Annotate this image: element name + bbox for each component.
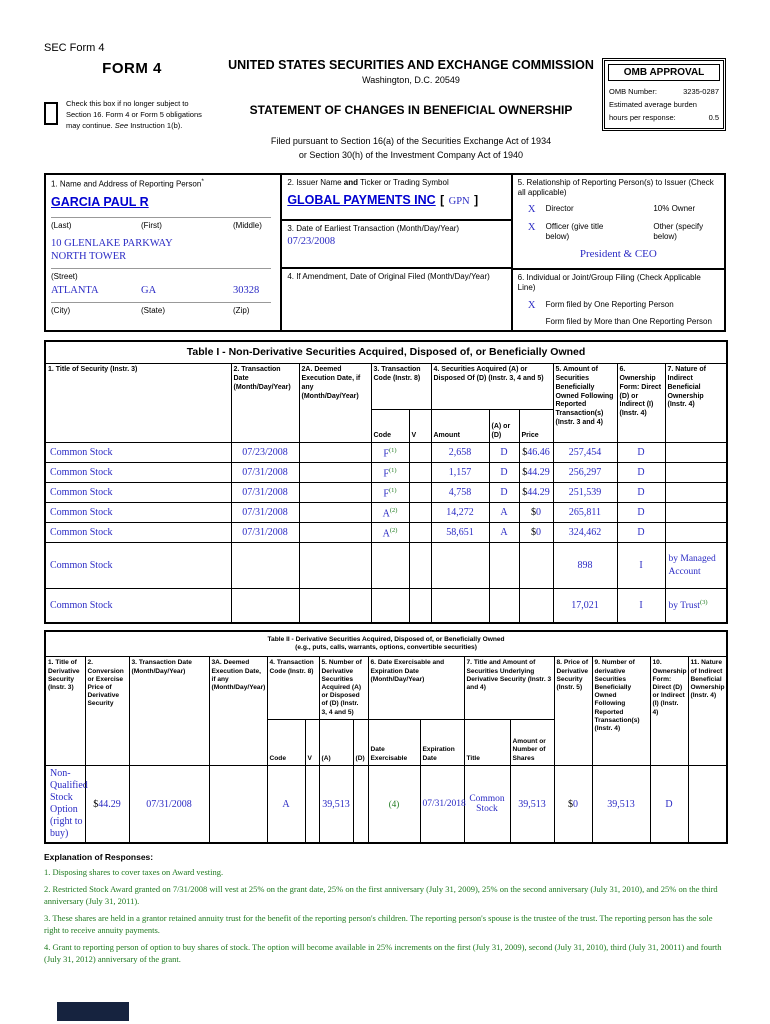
street-line1: 10 GLENLAKE PARKWAY <box>51 238 173 250</box>
cell-disposed <box>353 765 368 843</box>
cell-deemed-date <box>299 523 371 543</box>
cell-v <box>409 589 431 623</box>
earliest-transaction-box <box>281 220 511 268</box>
table2-header-code: 4. Transaction Code (Instr. 8) <box>267 657 319 720</box>
cell-code <box>371 443 409 463</box>
sec-form-label: SEC Form 4 <box>44 42 105 54</box>
reporting-person-link[interactable]: GARCIA PAUL R <box>51 195 149 210</box>
city-labels-row <box>51 306 275 315</box>
street-line2: NORTH TOWER <box>51 251 127 263</box>
cell-security-title: Common Stock <box>45 463 231 483</box>
omb-hours-label: hours per response: <box>609 112 676 122</box>
cell-code: A <box>267 765 305 843</box>
issuer-label-post: Ticker or Trading Symbol <box>358 178 449 187</box>
issuer-name-line <box>287 191 505 209</box>
cell-ownership-form: D <box>617 523 665 543</box>
cell-owned-following: 324,462 <box>553 523 617 543</box>
table2-header-form: 10. Ownership Form: Direct (D) or Indirect (I) (Instr. 4) <box>650 657 688 766</box>
checkbox-see-italic: See <box>114 120 129 130</box>
table1-header-date: 2. Transaction Date (Month/Day/Year) <box>231 364 299 443</box>
table1-row <box>45 463 727 483</box>
divider <box>51 268 271 269</box>
currency-symbol: $ <box>522 467 528 479</box>
explanation-number: 4. <box>44 941 51 952</box>
filed-pursuant <box>224 135 598 162</box>
divider <box>51 217 271 218</box>
cell-code <box>371 463 409 483</box>
amendment-box <box>281 268 511 331</box>
explanation-text: Grant to reporting person of option to buy shares of stock. The option will become available in 25% increments on the first (July 31, 2009), second (July 31, 2010), third (July 31, 20011) and fourth (July 31, 2012) anniversary of the grant. <box>44 941 722 964</box>
cell-acquired-disposed: D <box>489 443 519 463</box>
cell-security-title: Common Stock <box>45 443 231 463</box>
table1-row <box>45 503 727 523</box>
cell-price <box>519 589 553 623</box>
header-center <box>220 58 602 162</box>
table2-band-line1: Table II - Derivative Securities Acquired, Disposed of, or Beneficially Owned <box>267 635 505 643</box>
identification-section <box>44 173 726 332</box>
reporting-person-label-text: 1. Name and Address of Reporting Person <box>51 179 202 189</box>
table2-header-number: 5. Number of Derivative Securities Acquired (A) or Disposed of (D) (Instr. 3, 4 and 5) <box>319 657 368 720</box>
table2-header-owned: 9. Number of derivative Securities Beneficially Owned Following Reported Transaction(s) (Instr. 4) <box>592 657 650 766</box>
explanation-item <box>44 884 726 908</box>
last-label: (Last) <box>51 221 72 231</box>
exit-checkbox-text <box>66 99 208 132</box>
table2-band-line2: (e.g., puts, calls, warrants, options, convertible securities) <box>295 644 477 652</box>
reporting-person-asterisk: * <box>201 178 204 185</box>
relationship-other <box>625 222 719 243</box>
table1-row <box>45 523 727 543</box>
cell-amount: 2,658 <box>431 443 489 463</box>
table1-subheader-code: Code <box>371 410 409 443</box>
table2-subheader-a: (A) <box>319 719 353 765</box>
table2-derivative <box>44 630 728 845</box>
explanation-list <box>44 867 726 965</box>
cell-v <box>409 503 431 523</box>
table2-subheader-underlying-title: Title <box>464 719 510 765</box>
reporting-person-name <box>51 193 275 211</box>
table2-subheader-underlying-amount: Amount or Number of Shares <box>510 719 554 765</box>
cell-deemed-date <box>299 503 371 523</box>
explanation-item <box>44 913 726 937</box>
table2-subheader-expiration: Expiration Date <box>420 719 464 765</box>
form-content <box>44 42 726 966</box>
table2-header-date: 3. Transaction Date (Month/Day/Year) <box>129 657 209 766</box>
nature-text: by Trust <box>668 601 700 612</box>
explanation-number: 3. <box>44 913 51 924</box>
cell-owned-following: 265,811 <box>553 503 617 523</box>
cell-ownership-form: I <box>617 543 665 589</box>
explanation-number: 2. <box>44 884 51 895</box>
cell-ownership-form: D <box>617 443 665 463</box>
owner-label: 10% Owner <box>653 203 696 213</box>
cell-price <box>519 543 553 589</box>
cell-owned-following: 256,297 <box>553 463 617 483</box>
cell-transaction-date: 07/31/2008 <box>231 463 299 483</box>
cell-price <box>519 523 553 543</box>
price-value: 46.46 <box>527 447 550 459</box>
director-checkmark: X <box>527 203 536 215</box>
issuer-column <box>281 174 511 331</box>
director-label: Director <box>545 203 574 213</box>
price-value: 0 <box>536 507 541 519</box>
cell-amount <box>431 589 489 623</box>
nature-text: by Managed Account <box>668 553 716 577</box>
omb-title: OMB APPROVAL <box>608 64 720 81</box>
amendment-label: 4. If Amendment, Date of Original Filed (Month/Day/Year) <box>287 272 490 281</box>
table1-header-acquired: 4. Securities Acquired (A) or Disposed Of (D) (Instr. 3, 4 and 5) <box>431 364 553 410</box>
code-footnote: (2) <box>389 526 398 534</box>
cell-nature <box>665 543 727 589</box>
cell-amount: 14,272 <box>431 503 489 523</box>
currency-symbol: $ <box>522 447 528 459</box>
table1-header-nature: 7. Nature of Indirect Beneficial Ownership (Instr. 4) <box>665 364 727 443</box>
currency-symbol: $ <box>568 798 573 810</box>
cell-ownership-form: I <box>617 589 665 623</box>
earliest-transaction-label: 3. Date of Earliest Transaction (Month/Day/Year) <box>287 224 460 233</box>
cell-underlying-title: Common Stock <box>464 765 510 843</box>
table2-row <box>45 765 727 843</box>
cell-deemed-date <box>299 443 371 463</box>
cell-owned-following: 257,454 <box>553 443 617 463</box>
cell-nature <box>665 463 727 483</box>
cell-nature <box>665 523 727 543</box>
issuer-label <box>287 178 505 188</box>
table1-header-deemed: 2A. Deemed Execution Date, if any (Month/Day/Year) <box>299 364 371 443</box>
header-right <box>602 58 726 131</box>
omb-number-value: 3235-0287 <box>683 87 719 96</box>
relationship-box <box>512 174 725 269</box>
table2-header-title: 1. Title of Derivative Security (Instr. 3) <box>45 657 85 766</box>
cell-underlying-amount: 39,513 <box>510 765 554 843</box>
ticker-symbol: GPN <box>448 196 470 208</box>
table1-body <box>45 443 727 623</box>
cell-derivative-title: Non-Qualified Stock Option (right to buy) <box>45 765 85 843</box>
cell-transaction-date <box>231 589 299 623</box>
code-value: A <box>382 527 390 539</box>
cell-deemed-date <box>299 543 371 589</box>
currency-symbol: $ <box>93 798 99 810</box>
cell-transaction-date <box>231 543 299 589</box>
city-label: (City) <box>51 306 71 316</box>
issuer-box <box>281 174 511 220</box>
cell-security-title: Common Stock <box>45 523 231 543</box>
relationship-director <box>518 204 626 215</box>
code-value: F <box>383 487 389 499</box>
officer-checkmark: X <box>527 221 536 233</box>
cell-v <box>409 523 431 543</box>
state-label: (State) <box>141 306 166 316</box>
derivative-price-value: 0 <box>573 798 578 810</box>
middle-label: (Middle) <box>233 221 262 231</box>
table1-row <box>45 589 727 623</box>
cell-code <box>371 523 409 543</box>
issuer-link[interactable]: GLOBAL PAYMENTS INC <box>287 193 436 208</box>
table1-row <box>45 483 727 503</box>
table2-header-price: 8. Price of Derivative Security (Instr. 5) <box>554 657 592 766</box>
table1-row <box>45 543 727 589</box>
omb-hours-line <box>609 112 719 125</box>
header-left <box>44 58 220 132</box>
filing-more-label: Form filed by More than One Reporting Person <box>545 316 712 326</box>
filing-more-persons <box>518 317 719 327</box>
cell-price <box>519 483 553 503</box>
cell-deemed-date <box>299 463 371 483</box>
cell-price <box>519 443 553 463</box>
table2-header-dates: 6. Date Exercisable and Expiration Date (Month/Day/Year) <box>368 657 464 720</box>
exit-checkbox[interactable] <box>44 102 58 125</box>
table2-band-title <box>45 631 727 657</box>
cell-acquired: 39,513 <box>319 765 353 843</box>
cell-price <box>519 503 553 523</box>
cell-security-title: Common Stock <box>45 483 231 503</box>
explanation-number: 1. <box>44 867 51 878</box>
issuer-label-pre: 2. Issuer Name <box>287 178 344 187</box>
cell-security-title: Common Stock <box>45 589 231 623</box>
cell-acquired-disposed: D <box>489 463 519 483</box>
cell-nature <box>665 483 727 503</box>
cell-acquired-disposed <box>489 543 519 589</box>
commission-title: UNITED STATES SECURITIES AND EXCHANGE COMMISSION <box>228 58 594 72</box>
officer-title-value: President & CEO <box>579 247 657 260</box>
cell-nature <box>665 503 727 523</box>
date-exercisable-footnote: (4) <box>388 798 400 809</box>
code-footnote: (1) <box>388 446 397 454</box>
cell-acquired-disposed: A <box>489 503 519 523</box>
table1-header-title: 1. Title of Security (Instr. 3) <box>45 364 231 443</box>
relationship-column <box>512 174 725 331</box>
cell-ownership-form: D <box>617 483 665 503</box>
cell-owned-following: 39,513 <box>592 765 650 843</box>
explanation-item <box>44 942 726 966</box>
price-value: 44.29 <box>527 467 550 479</box>
omb-body <box>605 84 723 128</box>
city-value: ATLANTA <box>51 285 99 297</box>
price-value: 44.29 <box>527 487 550 499</box>
code-footnote: (1) <box>388 466 397 474</box>
table1-band-title: Table I - Non-Derivative Securities Acquired, Disposed of, or Beneficially Owned <box>45 341 727 364</box>
cell-owned-following: 898 <box>553 543 617 589</box>
table2-subheader-date-exercisable: Date Exercisable <box>368 719 420 765</box>
cell-security-title: Common Stock <box>45 543 231 589</box>
reporting-person-column <box>45 174 281 331</box>
cell-nature <box>665 443 727 463</box>
cell-deemed-date <box>209 765 267 843</box>
cell-v <box>409 483 431 503</box>
cell-security-title: Common Stock <box>45 503 231 523</box>
omb-hours-value: 0.5 <box>708 112 719 122</box>
code-value: F <box>383 467 389 479</box>
footer-dark-bar <box>57 1002 129 1021</box>
table1-non-derivative <box>44 340 728 624</box>
ticker-bracket-open: [ <box>440 193 445 208</box>
cell-ownership-form: D <box>650 765 688 843</box>
officer-label: Officer (give title below) <box>545 221 604 242</box>
ticker-bracket-close: ] <box>474 193 479 208</box>
cell-acquired-disposed: D <box>489 483 519 503</box>
filing-type-box <box>512 269 725 331</box>
cell-v <box>409 463 431 483</box>
omb-burden-line: Estimated average burden <box>609 99 697 109</box>
commission-location: Washington, D.C. 20549 <box>362 75 460 85</box>
other-label: Other (specify below) <box>653 221 704 242</box>
filing-one-person <box>518 300 719 311</box>
cell-ownership-form: D <box>617 503 665 523</box>
owner-checkmark <box>625 204 653 215</box>
filing-one-checkmark: X <box>527 299 536 311</box>
divider <box>51 302 271 303</box>
state-value: GA <box>141 285 157 297</box>
cell-transaction-date: 07/31/2008 <box>129 765 209 843</box>
cell-deemed-date <box>299 483 371 503</box>
filed-line1: Filed pursuant to Section 16(a) of the Securities Exchange Act of 1934 <box>270 136 552 146</box>
omb-number-label: OMB Number: <box>609 87 657 96</box>
cell-deemed-date <box>299 589 371 623</box>
code-footnote: (1) <box>388 486 397 494</box>
table1-subheader-price: Price <box>519 410 553 443</box>
omb-number-line <box>609 86 719 99</box>
explanation-text: These shares are held in a grantor retained annuity trust for the benefit of the reporting person's children. The reporting person's spouse is the trustee of the trust. The reporting person has the sole right to receive annuity payments. <box>44 913 713 935</box>
form-title: FORM 4 <box>102 60 162 77</box>
currency-symbol: $ <box>522 487 528 499</box>
reporting-person-label <box>51 178 275 190</box>
cell-transaction-date: 07/23/2008 <box>231 443 299 463</box>
cell-nature <box>665 589 727 623</box>
cell-expiration-date: 07/31/2018 <box>420 765 464 843</box>
table1-subheader-amount: Amount <box>431 410 489 443</box>
omb-approval-box <box>602 58 726 131</box>
zip-label: (Zip) <box>233 306 250 316</box>
code-value: F <box>383 447 389 459</box>
form-header <box>44 58 726 162</box>
table2-header-nature: 11. Nature of Indirect Beneficial Ownership (Instr. 4) <box>688 657 727 766</box>
name-labels-row <box>51 221 275 230</box>
cell-nature <box>688 765 727 843</box>
table2-header-underlying: 7. Title and Amount of Securities Underlying Derivative Security (Instr. 3 and 4) <box>464 657 554 720</box>
code-value: A <box>382 507 390 519</box>
table1-header-code: 3. Transaction Code (Instr. 8) <box>371 364 431 410</box>
cell-amount: 1,157 <box>431 463 489 483</box>
cell-date-exercisable <box>368 765 420 843</box>
checkbox-text-after: Instruction 1(b). <box>128 120 183 130</box>
table2-subheader-d: (D) <box>353 719 368 765</box>
relationship-label: 5. Relationship of Reporting Person(s) to Issuer (Check all applicable) <box>517 178 714 198</box>
street-label: (Street) <box>51 272 78 282</box>
explanation-item <box>44 867 726 879</box>
zip-value: 30328 <box>233 285 260 297</box>
exit-checkbox-block <box>44 99 220 132</box>
cell-amount: 58,651 <box>431 523 489 543</box>
currency-symbol: $ <box>531 527 536 539</box>
cell-amount: 4,758 <box>431 483 489 503</box>
cell-transaction-date: 07/31/2008 <box>231 523 299 543</box>
statement-title: STATEMENT OF CHANGES IN BENEFICIAL OWNERSHIP <box>249 103 573 117</box>
code-footnote: (2) <box>389 506 398 514</box>
cell-derivative-price <box>554 765 592 843</box>
filing-more-checkmark <box>518 317 546 327</box>
cell-acquired-disposed: A <box>489 523 519 543</box>
table2-header-deemed: 3A. Deemed Execution Date, if any (Month/Day/Year) <box>209 657 267 766</box>
table2-subheader-v: V <box>305 719 319 765</box>
price-value: 0 <box>536 527 541 539</box>
cell-transaction-date: 07/31/2008 <box>231 503 299 523</box>
explanation-heading: Explanation of Responses: <box>44 852 154 863</box>
cell-v <box>409 543 431 589</box>
reporting-person-box <box>45 174 281 331</box>
explanation-text: Disposing shares to cover taxes on Award vesting. <box>52 867 224 878</box>
cell-code <box>371 543 409 589</box>
cell-conversion-price <box>85 765 129 843</box>
earliest-transaction-date: 07/23/2008 <box>287 236 336 248</box>
table1-subheader-ad: (A) or (D) <box>489 410 519 443</box>
conversion-value: 44.29 <box>98 798 121 810</box>
cell-amount <box>431 543 489 589</box>
table1-subheader-v: V <box>409 410 431 443</box>
filing-one-label: Form filed by One Reporting Person <box>545 299 674 309</box>
cell-ownership-form: D <box>617 463 665 483</box>
cell-v <box>409 443 431 463</box>
relationship-ten-percent-owner <box>625 204 719 215</box>
table1-header-form: 6. Ownership Form: Direct (D) or Indirect (I) (Instr. 4) <box>617 364 665 443</box>
cell-v <box>305 765 319 843</box>
checkbox-text-before: Check this box if no longer subject to Section 16. Form 4 or Form 5 obligations may continue. <box>66 99 202 130</box>
issuer-label-and: and <box>343 178 359 187</box>
cell-owned-following: 251,539 <box>553 483 617 503</box>
relationship-officer <box>518 222 626 243</box>
currency-symbol: $ <box>531 507 536 519</box>
filing-type-label: 6. Individual or Joint/Group Filing (Check Applicable Line) <box>517 273 701 293</box>
cell-price <box>519 463 553 483</box>
cell-acquired-disposed <box>489 589 519 623</box>
table1-row <box>45 443 727 463</box>
explanation-text: Restricted Stock Award granted on 7/31/2008 will vest at 25% on the grant date, 25% on the first anniversary (July 31, 2009), 25% on the second anniversary (July 31, 2010), and 25% on the third anniversary (July 31, 2011). <box>44 884 718 907</box>
city-state-zip-row <box>51 285 275 296</box>
table2-header-conversion: 2. Conversion or Exercise Price of Derivative Security <box>85 657 129 766</box>
cell-code <box>371 483 409 503</box>
cell-owned-following: 17,021 <box>553 589 617 623</box>
nature-footnote: (3) <box>699 599 708 606</box>
first-label: (First) <box>141 221 162 231</box>
street-label-row <box>51 272 275 281</box>
other-checkmark <box>625 222 653 243</box>
cell-code <box>371 589 409 623</box>
table1-header-owned: 5. Amount of Securities Beneficially Owned Following Reported Transaction(s) (Instr. 3 and 4) <box>553 364 617 443</box>
filed-line2: or Section 30(h) of the Investment Company Act of 1940 <box>298 149 524 160</box>
cell-transaction-date: 07/31/2008 <box>231 483 299 503</box>
table2-subheader-code: Code <box>267 719 305 765</box>
cell-code <box>371 503 409 523</box>
relationship-grid <box>518 204 719 243</box>
